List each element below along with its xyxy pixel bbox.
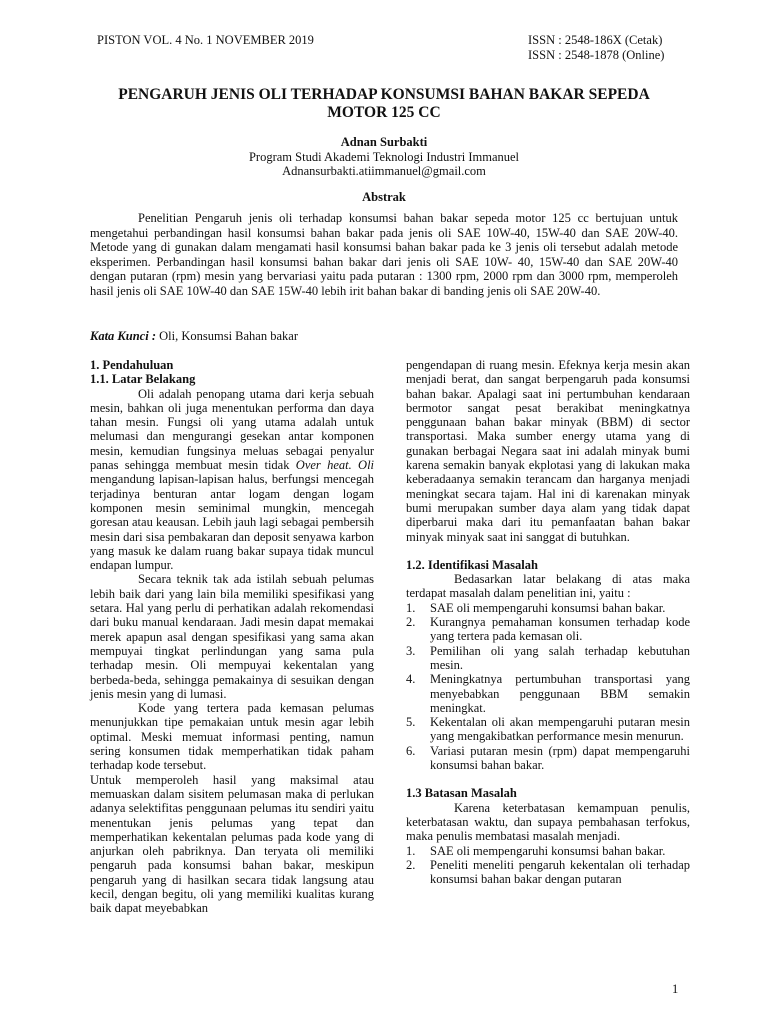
paragraph: Untuk memperoleh hasil yang maksimal atau memuaskan dalam sisitem pelumasan maka di perlukan adanya selektifitas penggunaan pelumas itu sendiri yaitu menentukan jenis pelumas yang tepat dan memperhatikan kekentalan pelumas pada kode yang di anjurkan oleh pabriknya. Dan teryata oli memiliki pengaruh pada konsumsi bahan bakar, meskipun pengaruh yang di hasilkan secara tidak langsung atau kecil, dengan begitu, oli yang memiliki kualitas kurang baik dapat meyebabkan [90, 772, 374, 916]
paragraph: Kode yang tertera pada kemasan pelumas menunjukkan tipe pemakaian untuk mesin agar lebih optimal. Meski memuat informasi penting, namun sering konsumen tidak memperhatikan tidak paham terhadap kode tersebut. [90, 701, 374, 773]
list-item [406, 672, 690, 715]
list-item [406, 715, 690, 744]
issn-online: ISSN : 2548-1878 (Online) [528, 48, 665, 62]
list-item-text: Kekentalan oli akan mempengaruhi putaran mesin yang mengakibatkan performance mesin menurun. [430, 715, 690, 744]
paragraph: pengendapan di ruang mesin. Efeknya kerja mesin akan menjadi berat, dan sangat berpengaruh pada konsumsi bahan bakar. Apalagi saat ini pertumbuhan kendaraan bermotor sangat pesat berakibat meningkatnya penggunaan bahan bakar minyak (BBM) di sector transportasi. Maka sumber energy utama yang di gunakan berbagai Negara saat ini adalah minyak bumi karena semakin banyak ekplotasi yang di lakukan maka keberadaanya semakin terancam dan harganya menjadi meningkat secara tajam. Hal ini di karenakan minyak bumi merupakan sumber daya alam yang tidak dapat diperbarui maka dari itu pemanfaatan bahan bakar minyak minyak saat ini sanggat di butuhkan. [406, 358, 690, 544]
list-number: 1. [406, 843, 416, 858]
limitations-list [406, 844, 690, 887]
paper-title [90, 86, 678, 122]
list-item-text: Kurangnya pemahaman konsumen terhadap kode yang tertera pada kemasan oli. [430, 615, 690, 644]
left-column [90, 358, 374, 916]
section-heading-introduction: 1. Pendahuluan [90, 358, 174, 372]
list-item-text: Variasi putaran mesin (rpm) dapat mempengaruhi konsumsi bahan bakar. [430, 743, 690, 773]
paragraph: Karena keterbatasan kemampuan penulis, keterbatasan waktu, dan supaya pembahasan terfokus, maka penulis membatasi masalah menjadi. [406, 800, 690, 844]
list-item-text: Meningkatnya pertumbuhan transportasi yang menyebabkan penggunaan BBM semakin meningkat. [430, 672, 690, 715]
list-item [406, 858, 690, 887]
list-item [406, 644, 690, 673]
identification-list [406, 601, 690, 773]
list-number: 6. [406, 743, 416, 758]
list-item-text: SAE oli mempengaruhi konsumsi bahan bakar. [430, 843, 666, 858]
paragraph-text: Oli adalah penopang utama dari kerja sebuah mesin, bahkan oli juga menentukan performa dan daya tahan mesin. Fungsi oli yang utama adalah untuk melumasi dan mengurangi gesekan antar komponen mesin, kemudian fungsinya meluas sebagai penyalur panas sehingga membuat mesin tidak [90, 386, 374, 473]
list-item [406, 615, 690, 644]
list-number: 1. [406, 600, 416, 615]
subsection-heading-identification: 1.2. Identifikasi Masalah [406, 557, 538, 572]
subsection-heading-limitations: 1.3 Batasan Masalah [406, 786, 517, 801]
journal-header: PISTON VOL. 4 No. 1 NOVEMBER 2019 [97, 33, 314, 47]
abstract-text: Penelitian Pengaruh jenis oli terhadap konsumsi bahan bakar sepeda motor 125 cc bertujuan untuk mengetahui perbandingan hasil konsumsi bahan bakar pada jenis oli SAE 10W-40, 15W-40 dan SAE 20W-40. Metode yang di gunakan dalam mengamati hasil konsumsi bahan bakar pada ke 3 jenis oli tersebut adalah metode eksperimen. Perbandingan hasil konsumsi bahan bakar dari jenis oli SAE 10W- 40, 15W-40 dan SAE 20W-40 dengan putaran (rpm) mesin yang bervariasi yaitu pada putaran : 1300 rpm, 2000 rpm dan 3000 rpm, memperoleh hasil jenis oli SAE 10W-40 dan SAE 15W-40 lebih irit bahan bakar di banding jenis oli SAE 20W-40. [90, 211, 678, 298]
author-name: Adnan Surbakti [340, 135, 428, 149]
issn-block [528, 33, 664, 63]
right-column [406, 358, 690, 886]
keywords-label: Kata Kunci : [90, 329, 156, 343]
list-number: 3. [406, 643, 416, 658]
title-line-1: PENGARUH JENIS OLI TERHADAP KONSUMSI BAHAN BAKAR SEPEDA [118, 86, 650, 103]
page-number: 1 [672, 982, 679, 996]
list-item [406, 844, 690, 858]
list-item-text: Pemilihan oli yang salah terhadap kebutuhan mesin. [430, 643, 690, 672]
subsection-heading-background: 1.1. Latar Belakang [90, 372, 196, 387]
paragraph-text: mengandung lapisan-lapisan halus, berfungsi mencegah terjadinya benturan antar logam dengan logam komponen mesin seminimal mungkin, mencegah goresan atau keausan. Lebih jauh lagi sebagai pembersih mesin dari sisa pembakaran dan deposit senyawa karbon yang masuk ke dalam ruang bakar supaya tidak muncul endapan lumpur. [90, 472, 374, 573]
author-block [90, 135, 678, 179]
keywords [90, 329, 298, 344]
list-number: 2. [406, 615, 416, 630]
spacer [406, 772, 690, 786]
list-item-text: Peneliti meneliti pengaruh kekentalan oli terhadap konsumsi bahan bakar dengan putaran [430, 857, 690, 887]
list-item [406, 601, 690, 615]
issn-print: ISSN : 2548-186X (Cetak) [528, 33, 663, 47]
paragraph: Secara teknik tak ada istilah sebuah pelumas lebih baik dari yang lain bila memiliki spesifikasi yang setara. Hal yang perlu di perhatikan adalah rekomendasi dari buku manual kendaraan. Jadi mesin dapat memakai merek apapun asal dengan spesifikasi yang sama akan mempuyai tingkat perlindungan yang sama pula terhadap mesin. Oli mempuyai kekentalan yang berbeda-beda, sehingga pemakainya di sesuikan dengan jenis mesin yang di lumasi. [90, 572, 374, 701]
author-email: Adnansurbakti.atiimmanuel@gmail.com [282, 164, 486, 178]
list-item-text: SAE oli mempengaruhi konsumsi bahan bakar. [430, 600, 666, 615]
spacer [406, 544, 690, 558]
paragraph [90, 387, 374, 573]
list-item [406, 744, 690, 773]
paragraph: Bedasarkan latar belakang di atas maka terdapat masalah dalam penelitian ini, yaitu : [406, 572, 690, 601]
abstract-heading: Abstrak [362, 190, 406, 204]
title-line-2: MOTOR 125 CC [327, 104, 441, 121]
keywords-text: Oli, Konsumsi Bahan bakar [159, 329, 298, 343]
list-number: 5. [406, 715, 416, 730]
list-number: 4. [406, 672, 416, 687]
author-affiliation: Program Studi Akademi Teknologi Industri Immanuel [248, 149, 520, 164]
list-number: 2. [406, 857, 416, 872]
italic-text: Over heat. Oli [295, 458, 375, 473]
